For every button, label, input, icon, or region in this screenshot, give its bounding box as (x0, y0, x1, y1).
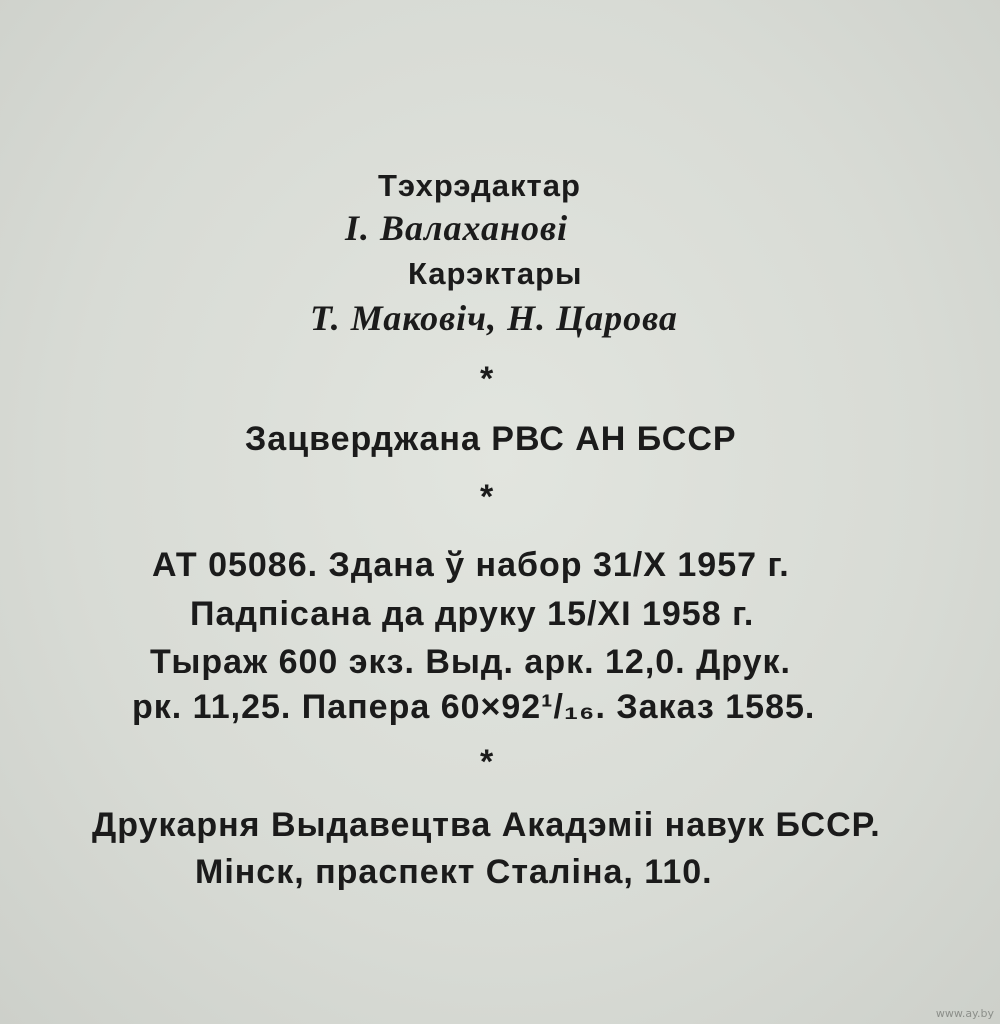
print-info-line: рк. 11,25. Папера 60×92¹/₁₆. Заказ 1585. (132, 688, 816, 726)
proofreaders-label: Карэктары (408, 256, 583, 291)
print-info-line: Тыраж 600 экз. Выд. арк. 12,0. Друк. (150, 643, 791, 681)
watermark: www.ay.by (935, 1007, 994, 1020)
printer-address: Мінск, праспект Сталіна, 110. (195, 853, 713, 891)
print-info-line: Падпісана да друку 15/XI 1958 г. (190, 595, 755, 633)
approval-line: Зацверджана РВС АН БССР (245, 420, 737, 458)
separator-asterisk: * (480, 478, 494, 516)
proofreaders-names: Т. Маковіч, Н. Царова (310, 298, 678, 338)
tech-editor-name: І. Валаханові (345, 208, 569, 248)
printer-line: Друкарня Выдавецтва Акадэміі навук БССР. (92, 806, 881, 844)
separator-asterisk: * (480, 360, 494, 398)
print-info-line: АТ 05086. Здана ў набор 31/X 1957 г. (152, 546, 790, 584)
separator-asterisk: * (480, 743, 494, 781)
tech-editor-label: Тэхрэдактар (378, 168, 581, 203)
